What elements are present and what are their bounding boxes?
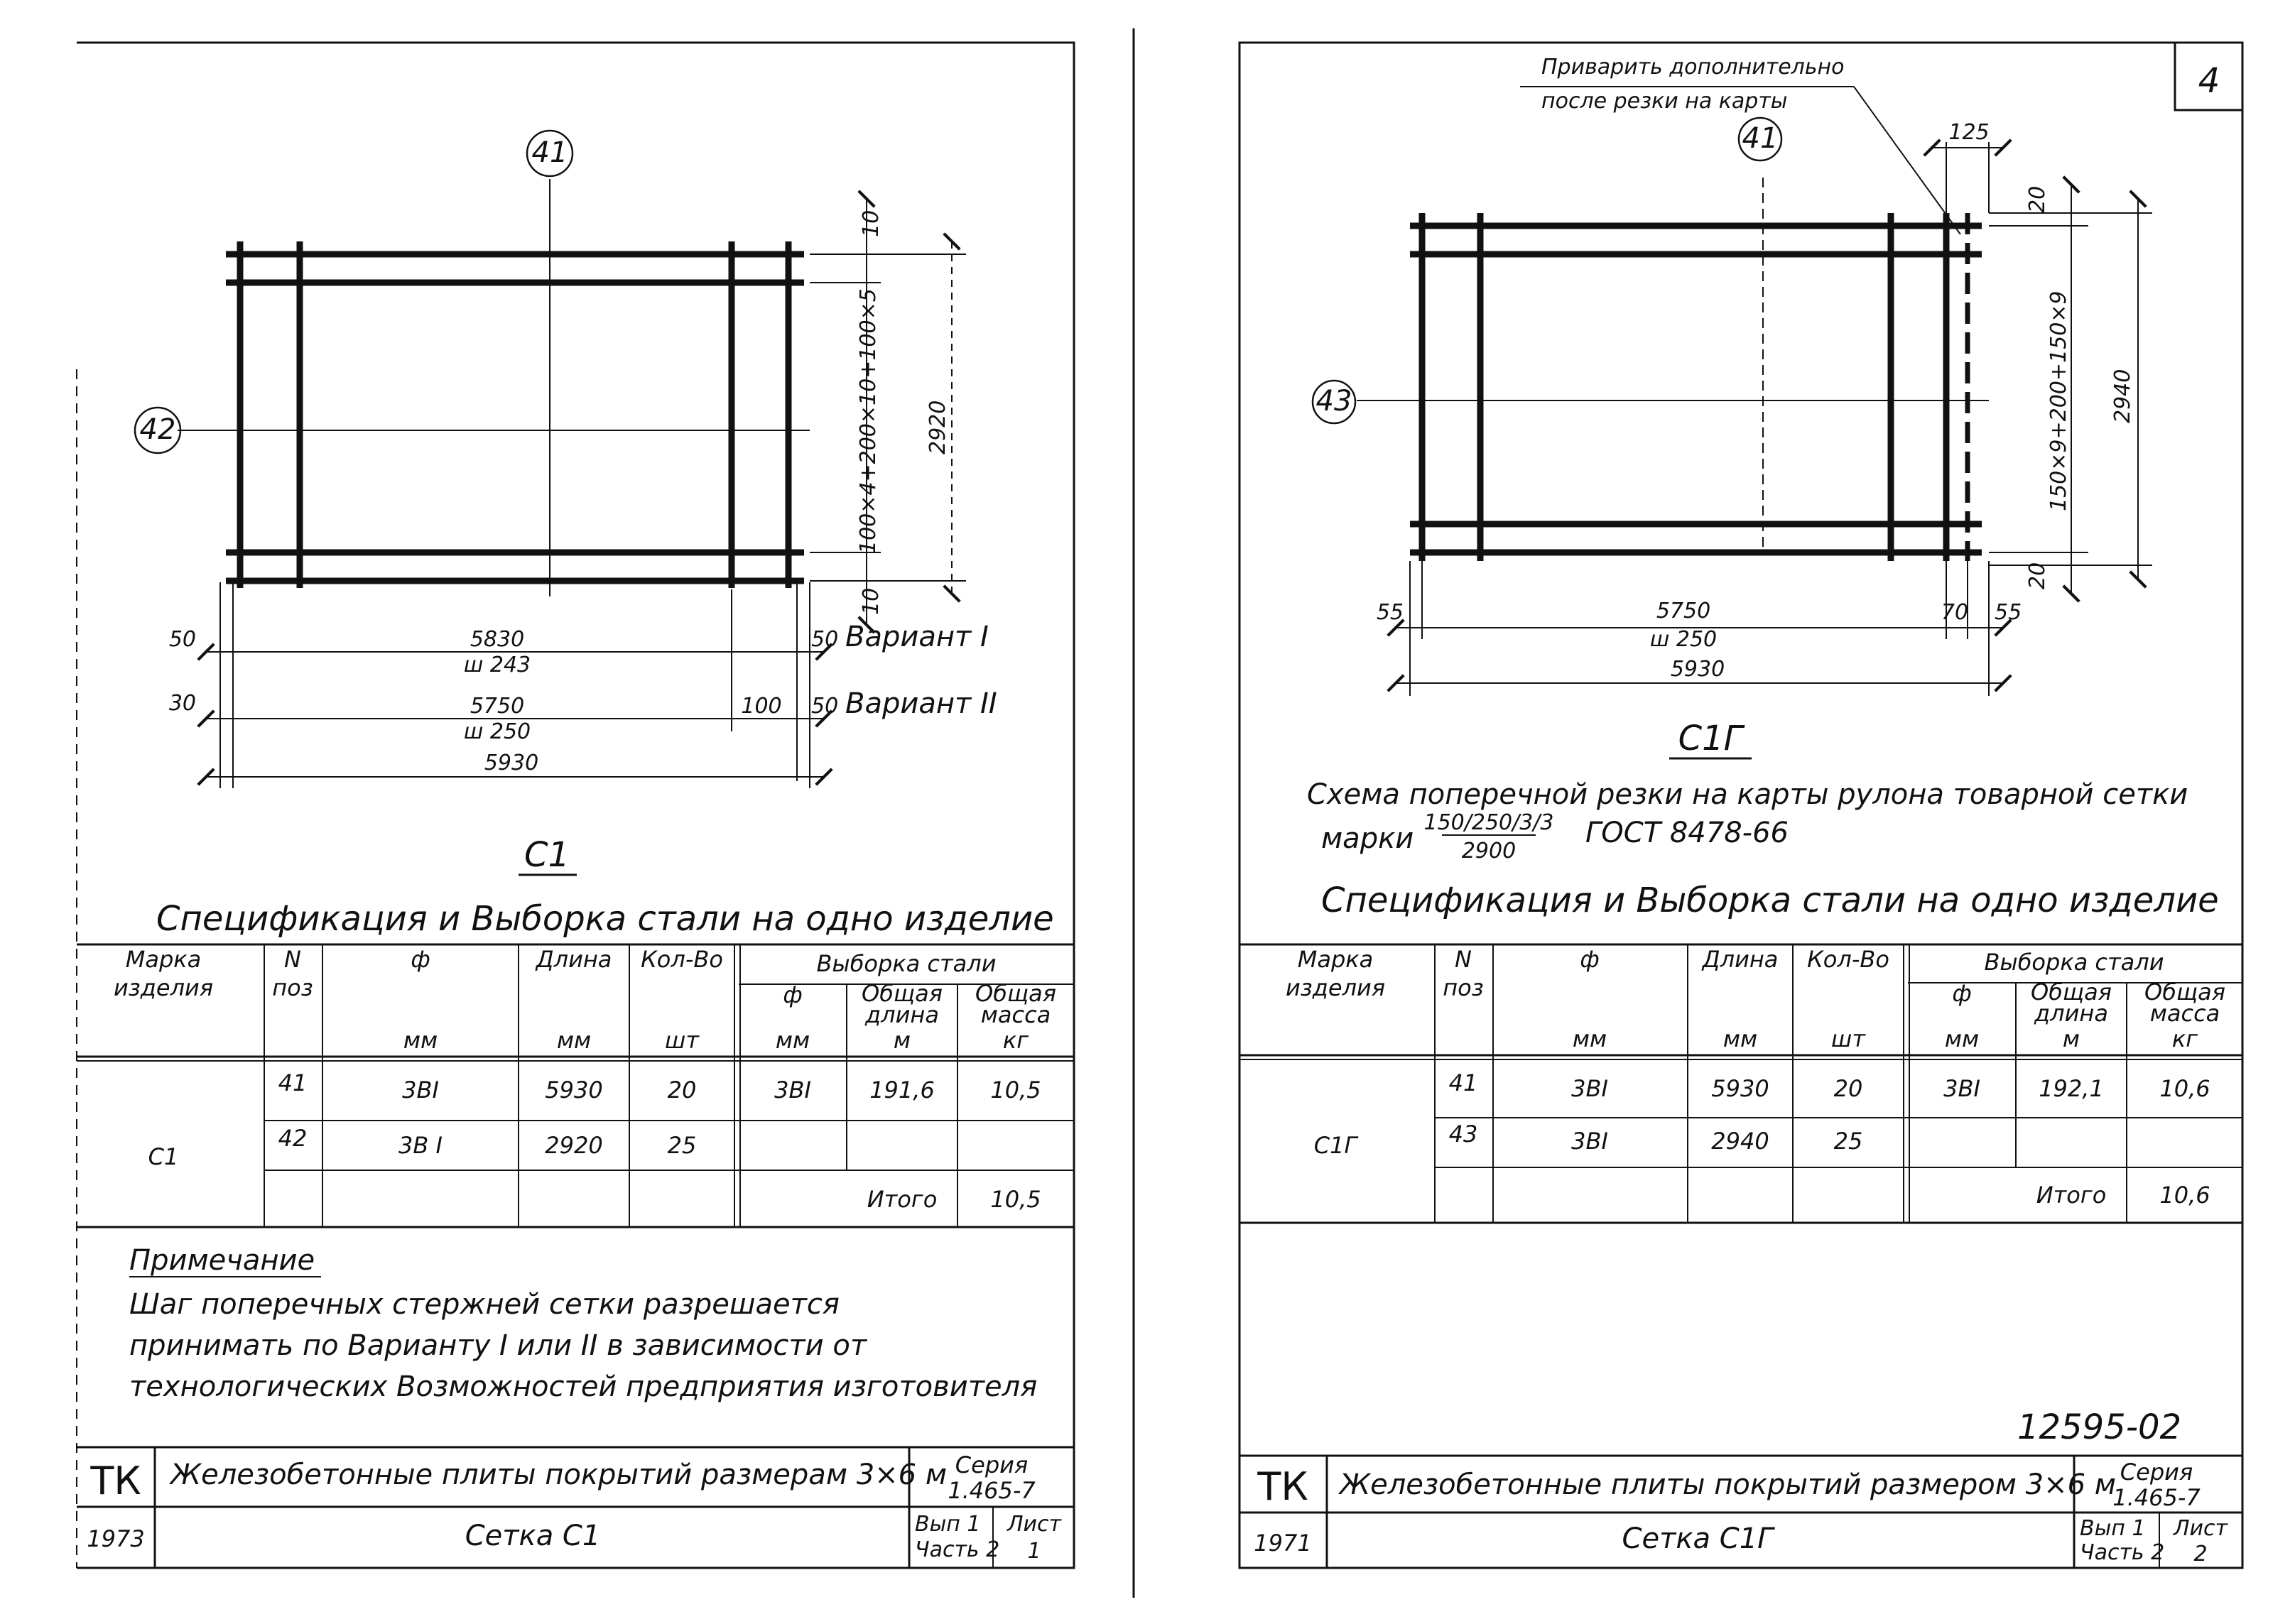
th-sel-len-unit: м bbox=[893, 1027, 911, 1054]
th-mark-1: Марка bbox=[125, 946, 202, 973]
variant-2-label: Вариант II bbox=[845, 687, 997, 720]
td-dia: 3В I bbox=[398, 1132, 443, 1159]
dim-v-top: 20 bbox=[2025, 185, 2050, 213]
left-title-block bbox=[77, 1447, 1074, 1568]
td-qty: 20 bbox=[667, 1077, 697, 1103]
stamp-list-label: Лист bbox=[1007, 1512, 1062, 1537]
td-total-mass: 10,6 bbox=[2159, 1182, 2210, 1209]
th-len: Длина bbox=[536, 946, 612, 973]
dim-step: ш 250 bbox=[1649, 627, 1718, 652]
td-tot-len: 192,1 bbox=[2039, 1075, 2104, 1102]
th-len: Длина bbox=[1702, 946, 1779, 973]
td-qty: 25 bbox=[1833, 1128, 1863, 1155]
dim-v-total: 2920 bbox=[926, 400, 950, 454]
dim-top-len: 5830 bbox=[470, 627, 525, 652]
dim-right1: 50 bbox=[811, 627, 839, 652]
dim-left: 55 bbox=[1376, 600, 1404, 625]
dim-left1: 50 bbox=[168, 627, 196, 652]
td-sel-dia: 3ВI bbox=[774, 1077, 811, 1103]
th-sel-dia: ф bbox=[1952, 980, 1972, 1007]
dim-len: 5750 bbox=[1656, 599, 1711, 623]
stamp-series: 1.465-7 bbox=[948, 1477, 1036, 1504]
td-pos: 41 bbox=[278, 1069, 308, 1096]
td-tot-mass: 10,5 bbox=[990, 1077, 1041, 1103]
doc-number: 12595-02 bbox=[2017, 1407, 2182, 1447]
stamp-tk: ТК bbox=[1257, 1464, 1308, 1509]
stamp-tk: ТК bbox=[90, 1459, 141, 1503]
td-dia: 3ВI bbox=[1571, 1075, 1608, 1102]
dim-v-spacing: 100×4+200×10+100×5 bbox=[856, 288, 881, 554]
left-spec-title: Спецификация и Выборка стали на одно изделие bbox=[156, 899, 1054, 939]
th-len-unit: мм bbox=[556, 1027, 592, 1054]
left-sheet bbox=[77, 43, 1074, 1568]
variant-1-label: Вариант I bbox=[845, 621, 989, 653]
weld-note-line: после резки на карты bbox=[1541, 89, 1788, 114]
td-sel-dia: 3ВI bbox=[1943, 1075, 1980, 1102]
note-line: технологических Возможностей предприятия изготовителя bbox=[129, 1370, 1038, 1403]
td-dia: 3ВI bbox=[402, 1077, 439, 1103]
th-sel-dia-unit: мм bbox=[775, 1027, 810, 1054]
cut-scheme-frac-den: 2900 bbox=[1461, 839, 1517, 863]
dim-r2: 55 bbox=[1995, 600, 2022, 625]
note-heading: Примечание bbox=[129, 1244, 315, 1277]
cut-scheme-line1: Схема поперечной резки на карты рулона товарной сетки bbox=[1307, 778, 2188, 811]
stamp-list-num: 1 bbox=[1027, 1539, 1041, 1564]
td-len: 5930 bbox=[545, 1077, 603, 1103]
th-pos-2: поз bbox=[272, 974, 313, 1001]
page-number: 4 bbox=[2198, 61, 2220, 101]
callout-43: 43 bbox=[1315, 385, 1352, 418]
stamp-sheet-name: Сетка С1 bbox=[465, 1520, 601, 1552]
th-sel-len-1: Общая bbox=[2031, 979, 2112, 1006]
stamp-series: 1.465-7 bbox=[2112, 1484, 2201, 1511]
td-len: 2940 bbox=[1711, 1128, 1769, 1155]
th-sel-dia: ф bbox=[783, 981, 803, 1008]
dim-v-spacing: 150×9+200+150×9 bbox=[2046, 290, 2071, 511]
stamp-year: 1971 bbox=[1254, 1530, 1312, 1557]
stamp-title: Железобетонные плиты покрытий размером 3×6 м bbox=[1340, 1468, 2116, 1501]
stamp-year: 1973 bbox=[87, 1525, 145, 1552]
td-qty: 25 bbox=[667, 1132, 697, 1159]
th-sel-mass-1: Общая bbox=[2144, 979, 2225, 1006]
td-total-mass: 10,5 bbox=[990, 1186, 1041, 1213]
stamp-list-num: 2 bbox=[2193, 1542, 2208, 1566]
dim-v-total: 2940 bbox=[2110, 369, 2135, 423]
dim-top-step: ш 243 bbox=[463, 653, 531, 677]
th-mark-2: изделия bbox=[113, 974, 214, 1001]
right-spec-table bbox=[1239, 944, 2242, 1223]
dim-mid-len: 5750 bbox=[470, 694, 525, 719]
td-total-label: Итого bbox=[2036, 1182, 2107, 1209]
dim-right2-b: 50 bbox=[811, 694, 839, 719]
th-sel-len-1: Общая bbox=[862, 980, 943, 1007]
td-item: С1 bbox=[148, 1143, 179, 1170]
td-qty: 20 bbox=[1833, 1075, 1863, 1102]
cut-scheme-frac-num: 150/250/3/3 bbox=[1423, 810, 1554, 835]
stamp-part: Часть 2 bbox=[2080, 1540, 2165, 1565]
dim-v-top: 10 bbox=[859, 209, 884, 237]
stamp-title: Железобетонные плиты покрытий размерам 3×6 м bbox=[170, 1459, 948, 1491]
th-qty-unit: шт bbox=[665, 1027, 699, 1054]
left-mesh-drawing bbox=[135, 131, 997, 875]
callout-42: 42 bbox=[139, 413, 176, 446]
note-line: принимать по Варианту I или II в зависимости от bbox=[129, 1329, 867, 1362]
th-selection: Выборка стали bbox=[1984, 949, 2164, 976]
th-dia: ф bbox=[411, 946, 430, 973]
left-spec-table bbox=[77, 944, 1074, 1227]
th-sel-len-2: длина bbox=[2034, 1000, 2108, 1027]
th-dia-unit: мм bbox=[1572, 1025, 1607, 1052]
th-selection: Выборка стали bbox=[816, 950, 997, 977]
td-dia: 3ВI bbox=[1571, 1128, 1608, 1155]
td-len: 2920 bbox=[545, 1132, 603, 1159]
td-item: С1Г bbox=[1313, 1132, 1357, 1159]
td-pos: 41 bbox=[1448, 1069, 1478, 1096]
right-mesh-drawing bbox=[1313, 118, 2152, 758]
td-pos: 43 bbox=[1448, 1121, 1478, 1148]
th-len-unit: мм bbox=[1722, 1025, 1758, 1052]
cut-scheme-prefix: марки bbox=[1321, 822, 1414, 855]
th-qty: Кол-Во bbox=[641, 946, 723, 973]
dim-left2: 30 bbox=[168, 691, 196, 716]
dim-r1: 70 bbox=[1941, 600, 1969, 625]
th-sel-mass-2: масса bbox=[2149, 1000, 2220, 1027]
th-sel-mass-2: масса bbox=[980, 1001, 1051, 1028]
stamp-sheet-name: Сетка С1Г bbox=[1622, 1522, 1774, 1555]
stamp-series-label: Серия bbox=[2120, 1459, 2193, 1486]
td-total-label: Итого bbox=[867, 1186, 938, 1213]
cut-scheme-gost: ГОСТ 8478-66 bbox=[1585, 817, 1789, 849]
note-line: Шаг поперечных стержней сетки разрешается bbox=[129, 1288, 840, 1321]
dim-v-bottom: 20 bbox=[2025, 562, 2050, 589]
callout-41: 41 bbox=[531, 136, 568, 169]
stamp-issue: Вып 1 bbox=[915, 1512, 981, 1537]
stamp-issue: Вып 1 bbox=[2080, 1516, 2146, 1541]
td-len: 5930 bbox=[1711, 1075, 1769, 1102]
th-pos-2: поз bbox=[1443, 974, 1484, 1001]
th-sel-dia-unit: мм bbox=[1944, 1025, 1980, 1052]
dim-total: 5930 bbox=[484, 751, 539, 775]
th-dia-unit: мм bbox=[403, 1027, 438, 1054]
right-mesh-mark: С1Г bbox=[1678, 719, 1743, 758]
td-pos: 42 bbox=[278, 1125, 308, 1152]
th-dia: ф bbox=[1580, 946, 1600, 973]
dim-v-bottom: 10 bbox=[859, 587, 884, 615]
right-sheet bbox=[1239, 43, 2242, 1568]
stamp-part: Часть 2 bbox=[915, 1537, 1000, 1562]
right-spec-title: Спецификация и Выборка стали на одно изделие bbox=[1321, 881, 2219, 920]
th-sel-mass-unit: кг bbox=[2171, 1025, 2198, 1052]
weld-note-line: Приварить дополнительно bbox=[1541, 55, 1845, 80]
th-qty: Кол-Во bbox=[1807, 946, 1889, 973]
stamp-list-label: Лист bbox=[2173, 1516, 2228, 1541]
th-mark-2: изделия bbox=[1285, 974, 1386, 1001]
th-sel-len-unit: м bbox=[2062, 1025, 2080, 1052]
callout-41: 41 bbox=[1742, 122, 1779, 155]
dim-top-right: 125 bbox=[1948, 120, 1990, 145]
th-sel-len-2: длина bbox=[865, 1001, 939, 1028]
left-mesh-mark: С1 bbox=[523, 835, 570, 875]
th-pos-1: N bbox=[284, 946, 301, 973]
th-mark-1: Марка bbox=[1297, 946, 1374, 973]
th-pos-1: N bbox=[1455, 946, 1472, 973]
th-qty-unit: шт bbox=[1831, 1025, 1865, 1052]
td-tot-len: 191,6 bbox=[869, 1077, 935, 1103]
right-title-block bbox=[1239, 1456, 2242, 1568]
dim-total: 5930 bbox=[1670, 657, 1725, 682]
th-sel-mass-unit: кг bbox=[1002, 1027, 1029, 1054]
dim-right2-a: 100 bbox=[741, 694, 782, 719]
dim-mid-step: ш 250 bbox=[463, 719, 531, 744]
td-tot-mass: 10,6 bbox=[2159, 1075, 2210, 1102]
stamp-series-label: Серия bbox=[955, 1451, 1029, 1478]
th-sel-mass-1: Общая bbox=[975, 980, 1056, 1007]
